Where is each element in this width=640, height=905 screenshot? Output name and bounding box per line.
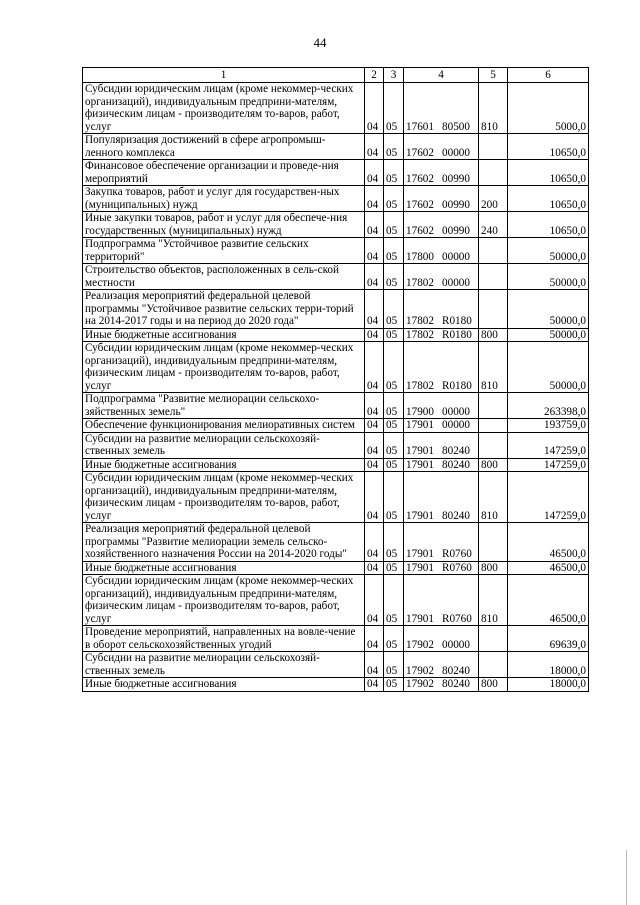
table-row [83, 186, 589, 212]
item-name: Реализация мероприятий федеральной целевой программы "Развитие мелиорации земель сельско-хозяйственного назначения России на 2014-2020 годы" [83, 523, 365, 562]
item-name: Подпрограмма "Развитие мелиорации сельскохо-зяйственных земель" [83, 393, 365, 419]
item-name: Субсидии на развитие мелиорации сельскохозяй-ственных земель [83, 432, 365, 458]
table-row [83, 575, 589, 626]
target-article-direction: 80240 [442, 664, 470, 677]
section-code: 04 [365, 238, 384, 264]
target-article-program: 17901 [406, 445, 434, 457]
target-article-direction: R0180 [442, 328, 472, 341]
amount: 147259,0 [508, 472, 589, 523]
subsection-code: 05 [384, 472, 404, 523]
subsection-code: 05 [384, 83, 404, 134]
header-col-5: 5 [479, 68, 508, 83]
target-article-direction: 80500 [442, 120, 470, 133]
target-article-code [404, 458, 479, 472]
target-article-program: 17802 [406, 315, 434, 327]
expense-type-code: 800 [479, 458, 508, 472]
target-article-program: 17602 [406, 224, 434, 237]
section-code: 04 [365, 419, 384, 433]
expense-type-code: 240 [479, 212, 508, 238]
amount: 50000,0 [508, 342, 589, 393]
target-article-direction: 00000 [442, 638, 470, 651]
section-code: 04 [365, 393, 384, 419]
target-article-direction: 80240 [442, 678, 470, 690]
amount: 193759,0 [508, 419, 589, 433]
section-code: 04 [365, 342, 384, 393]
table-row [83, 134, 589, 160]
expense-type-code [479, 264, 508, 290]
section-code: 04 [365, 472, 384, 523]
item-name: Закупка товаров, работ и услуг для государствен-ных (муниципальных) нужд [83, 186, 365, 212]
target-article-code [404, 238, 479, 264]
item-name: Реализация мероприятий федеральной целевой программы "Устойчивое развитие сельских терри-торий на 2014-2017 годы и на период до 2020 года" [83, 290, 365, 329]
section-code: 04 [365, 134, 384, 160]
table-body [83, 83, 589, 692]
item-name: Иные закупки товаров, работ и услуг для обеспече-ния государственных (муниципальных) нужд [83, 212, 365, 238]
item-name: Субсидии юридическим лицам (кроме некоммер-ческих организаций), индивидуальным предприни-мателям, физическим лицам - производителям то-варов, работ, услуг [83, 575, 365, 626]
section-code: 04 [365, 561, 384, 575]
table-row [83, 458, 589, 472]
target-article-code [404, 393, 479, 419]
amount: 69639,0 [508, 626, 589, 652]
expense-type-code [479, 393, 508, 419]
target-article-direction: 00000 [442, 146, 470, 159]
table-row [83, 472, 589, 523]
subsection-code: 05 [384, 238, 404, 264]
item-name: Обеспечение функционирования мелиоративных систем [83, 419, 365, 433]
target-article-code [404, 523, 479, 562]
target-article-direction: 00990 [442, 224, 470, 237]
item-name: Финансовое обеспечение организации и проведе-ния мероприятий [83, 160, 365, 186]
target-article-program: 17901 [406, 419, 434, 431]
table-row [83, 393, 589, 419]
target-article-direction: 80240 [442, 509, 470, 522]
amount: 46500,0 [508, 523, 589, 562]
expense-type-code: 810 [479, 575, 508, 626]
target-article-program: 17900 [406, 405, 434, 418]
table-row [83, 678, 589, 692]
amount: 10650,0 [508, 212, 589, 238]
subsection-code: 05 [384, 458, 404, 472]
amount: 10650,0 [508, 134, 589, 160]
subsection-code: 05 [384, 328, 404, 342]
item-name: Строительство объектов, расположенных в сель-ской местности [83, 264, 365, 290]
table-row [83, 264, 589, 290]
subsection-code: 05 [384, 652, 404, 678]
target-article-program: 17802 [406, 276, 434, 289]
section-code: 04 [365, 160, 384, 186]
target-article-code [404, 134, 479, 160]
target-article-code [404, 561, 479, 575]
header-col-2: 2 [365, 68, 384, 83]
section-code: 04 [365, 264, 384, 290]
target-article-program: 17902 [406, 678, 434, 690]
table-row [83, 561, 589, 575]
table-row [83, 83, 589, 134]
section-code: 04 [365, 186, 384, 212]
target-article-program: 17602 [406, 172, 434, 185]
header-col-3: 3 [384, 68, 404, 83]
section-code: 04 [365, 458, 384, 472]
target-article-direction: R0760 [442, 612, 472, 625]
item-name: Иные бюджетные ассигнования [83, 678, 365, 692]
target-article-direction: 00000 [442, 419, 470, 431]
budget-table [82, 67, 589, 692]
subsection-code: 05 [384, 134, 404, 160]
expense-type-code [479, 652, 508, 678]
expense-type-code: 810 [479, 472, 508, 523]
target-article-program: 17901 [406, 612, 434, 625]
amount: 50000,0 [508, 238, 589, 264]
subsection-code: 05 [384, 432, 404, 458]
expense-type-code: 810 [479, 342, 508, 393]
item-name: Иные бюджетные ассигнования [83, 458, 365, 472]
amount: 263398,0 [508, 393, 589, 419]
item-name: Субсидии на развитие мелиорации сельскохозяй-ственных земель [83, 652, 365, 678]
amount: 5000,0 [508, 83, 589, 134]
subsection-code: 05 [384, 678, 404, 692]
table-row [83, 523, 589, 562]
amount: 147259,0 [508, 458, 589, 472]
section-code: 04 [365, 523, 384, 562]
expense-type-code [479, 523, 508, 562]
item-name: Иные бюджетные ассигнования [83, 328, 365, 342]
target-article-code [404, 626, 479, 652]
target-article-program: 17601 [406, 120, 434, 133]
section-code: 04 [365, 678, 384, 692]
section-code: 04 [365, 432, 384, 458]
table-row [83, 328, 589, 342]
item-name: Проведение мероприятий, направленных на вовле-чение в оборот сельскохозяйственных угодий [83, 626, 365, 652]
amount: 10650,0 [508, 160, 589, 186]
target-article-direction: 80240 [442, 445, 470, 457]
item-name: Субсидии юридическим лицам (кроме некоммер-ческих организаций), индивидуальным предприни-мателям, физическим лицам - производителям то-варов, работ, услуг [83, 342, 365, 393]
expense-type-code [479, 290, 508, 329]
item-name: Подпрограмма "Устойчивое развитие сельских территорий" [83, 238, 365, 264]
page-number: 44 [313, 35, 327, 50]
target-article-code [404, 342, 479, 393]
table-row [83, 212, 589, 238]
target-article-code [404, 575, 479, 626]
table-header-row [83, 68, 589, 83]
subsection-code: 05 [384, 419, 404, 433]
target-article-direction: 00000 [442, 405, 470, 418]
target-article-code [404, 212, 479, 238]
subsection-code: 05 [384, 212, 404, 238]
subsection-code: 05 [384, 626, 404, 652]
table-row [83, 419, 589, 433]
target-article-code [404, 290, 479, 329]
expense-type-code: 200 [479, 186, 508, 212]
header-col-6: 6 [508, 68, 589, 83]
amount: 50000,0 [508, 264, 589, 290]
target-article-direction: R0180 [442, 379, 472, 392]
target-article-direction: 00990 [442, 198, 470, 211]
expense-type-code [479, 419, 508, 433]
subsection-code: 05 [384, 290, 404, 329]
table-row [83, 432, 589, 458]
header-col-1: 1 [83, 68, 365, 83]
target-article-program: 17602 [406, 198, 434, 211]
amount: 10650,0 [508, 186, 589, 212]
amount: 147259,0 [508, 432, 589, 458]
amount: 50000,0 [508, 328, 589, 342]
target-article-code [404, 328, 479, 342]
expense-type-code: 800 [479, 328, 508, 342]
target-article-program: 17800 [406, 250, 434, 263]
amount: 18000,0 [508, 678, 589, 692]
target-article-program: 17902 [406, 638, 434, 651]
subsection-code: 05 [384, 160, 404, 186]
section-code: 04 [365, 290, 384, 329]
target-article-direction: 80240 [442, 458, 470, 471]
target-article-program: 17901 [406, 509, 434, 522]
item-name: Субсидии юридическим лицам (кроме некоммер-ческих организаций), индивидуальным предприни-мателям, физическим лицам - производителям то-варов, работ, услуг [83, 472, 365, 523]
target-article-code [404, 160, 479, 186]
target-article-direction: 00990 [442, 172, 470, 185]
subsection-code: 05 [384, 523, 404, 562]
subsection-code: 05 [384, 575, 404, 626]
target-article-code [404, 186, 479, 212]
target-article-program: 17901 [406, 458, 434, 471]
target-article-program: 17602 [406, 146, 434, 159]
subsection-code: 05 [384, 393, 404, 419]
section-code: 04 [365, 575, 384, 626]
target-article-code [404, 472, 479, 523]
target-article-direction: 00000 [442, 276, 470, 289]
target-article-code [404, 678, 479, 692]
expense-type-code [479, 134, 508, 160]
table-row [83, 290, 589, 329]
item-name: Популяризация достижений в сфере агропромыш-ленного комплекса [83, 134, 365, 160]
subsection-code: 05 [384, 342, 404, 393]
header-col-4: 4 [404, 68, 479, 83]
amount: 46500,0 [508, 575, 589, 626]
section-code: 04 [365, 328, 384, 342]
target-article-program: 17802 [406, 379, 434, 392]
table-row [83, 626, 589, 652]
subsection-code: 05 [384, 264, 404, 290]
target-article-direction: R0180 [442, 315, 472, 327]
section-code: 04 [365, 212, 384, 238]
table-row [83, 342, 589, 393]
amount: 46500,0 [508, 561, 589, 575]
section-code: 04 [365, 652, 384, 678]
expense-type-code [479, 160, 508, 186]
target-article-code [404, 652, 479, 678]
target-article-program: 17802 [406, 328, 434, 341]
target-article-direction: 00000 [442, 250, 470, 263]
expense-type-code [479, 432, 508, 458]
target-article-program: 17901 [406, 561, 434, 574]
expense-type-code: 800 [479, 561, 508, 575]
section-code: 04 [365, 626, 384, 652]
item-name: Иные бюджетные ассигнования [83, 561, 365, 575]
section-code: 04 [365, 83, 384, 134]
target-article-code [404, 419, 479, 433]
target-article-program: 17901 [406, 548, 434, 560]
target-article-program: 17902 [406, 664, 434, 677]
table-row [83, 652, 589, 678]
table-row [83, 160, 589, 186]
target-article-code [404, 83, 479, 134]
expense-type-code [479, 238, 508, 264]
expense-type-code: 810 [479, 83, 508, 134]
scan-edge-mark [626, 850, 627, 905]
item-name: Субсидии юридическим лицам (кроме некоммер-ческих организаций), индивидуальным предприни-мателям, физическим лицам - производителям то-варов, работ, услуг [83, 83, 365, 134]
target-article-code [404, 432, 479, 458]
expense-type-code [479, 626, 508, 652]
amount: 18000,0 [508, 652, 589, 678]
target-article-direction: R0760 [442, 561, 472, 574]
target-article-direction: R0760 [442, 548, 472, 560]
amount: 50000,0 [508, 290, 589, 329]
table-row [83, 238, 589, 264]
subsection-code: 05 [384, 561, 404, 575]
subsection-code: 05 [384, 186, 404, 212]
target-article-code [404, 264, 479, 290]
expense-type-code: 800 [479, 678, 508, 692]
